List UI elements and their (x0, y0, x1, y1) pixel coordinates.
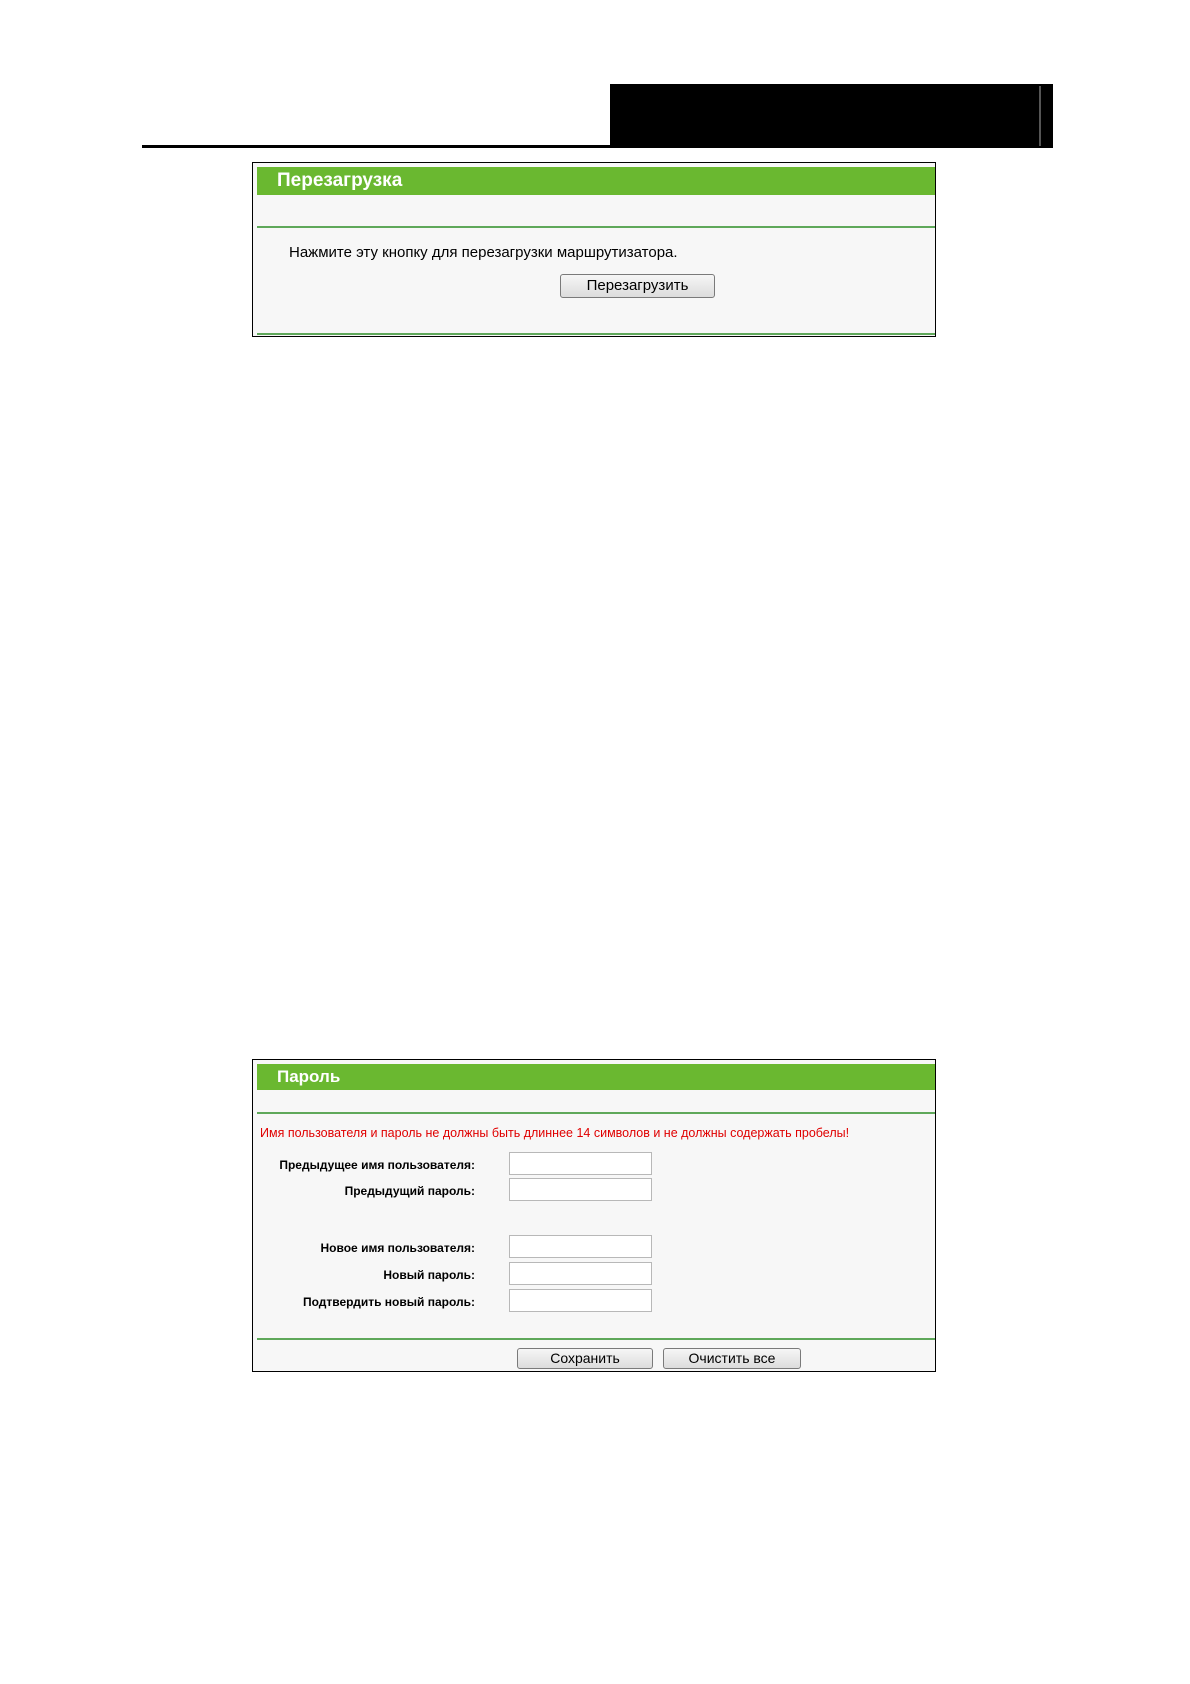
old-username-input[interactable] (509, 1152, 652, 1175)
password-warning: Имя пользователя и пароль не должны быть длиннее 14 символов и не должны содержать пробелы! (260, 1126, 850, 1140)
old-password-input[interactable] (509, 1178, 652, 1201)
page-header-notch (1039, 86, 1041, 146)
confirm-password-input[interactable] (509, 1289, 652, 1312)
page-header-block (610, 84, 1053, 148)
password-panel-title: Пароль (257, 1064, 935, 1090)
new-username-input[interactable] (509, 1235, 652, 1258)
new-password-label: Новый пароль: (383, 1268, 475, 1282)
reboot-title-separator (257, 226, 935, 228)
clear-all-button[interactable]: Очистить все (663, 1348, 801, 1369)
reboot-description: Нажмите эту кнопку для перезагрузки маршрутизатора. (289, 244, 678, 261)
reboot-panel (252, 162, 936, 337)
reboot-panel-title: Перезагрузка (257, 167, 935, 195)
old-password-label: Предыдущий пароль: (344, 1184, 475, 1198)
new-username-label: Новое имя пользователя: (320, 1241, 475, 1255)
reboot-bottom-separator (257, 333, 935, 335)
confirm-password-label: Подтвердить новый пароль: (303, 1295, 475, 1309)
new-password-input[interactable] (509, 1262, 652, 1285)
old-username-label: Предыдущее имя пользователя: (279, 1158, 475, 1172)
reboot-button[interactable]: Перезагрузить (560, 274, 715, 298)
password-bottom-separator (257, 1338, 935, 1340)
save-button[interactable]: Сохранить (517, 1348, 653, 1369)
password-title-separator (257, 1112, 935, 1114)
password-panel (252, 1059, 936, 1372)
